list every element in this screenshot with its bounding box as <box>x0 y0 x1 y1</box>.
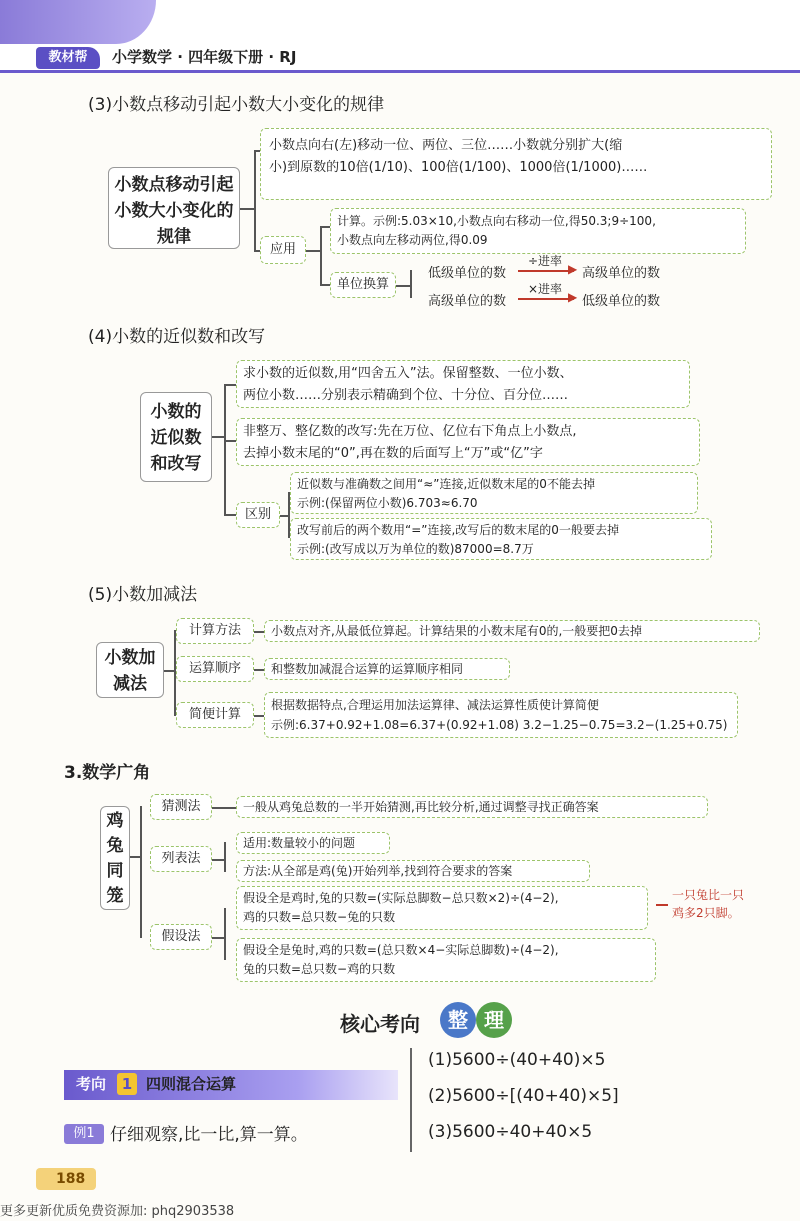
approx-diff-line-1: 近似数与准确数之间用“≈”连接,近似数末尾的0不能去掉 <box>297 477 595 491</box>
core-badge-zheng: 整 <box>440 1002 476 1038</box>
approx-diff-box <box>290 472 698 514</box>
kaoxiang-name: 四则混合运算 <box>146 1075 237 1093</box>
method-text: 小数点对齐,从最低位算起。计算结果的小数末尾有0的,一般要把0去掉 <box>264 620 760 642</box>
rewrite-diff-line-2: 示例:(改写成以万为单位的数)87000=8.7万 <box>297 542 534 556</box>
mindmap-root-chicken-rabbit: 鸡兔同笼 <box>100 806 130 910</box>
table-use-text: 适用:数量较小的问题 <box>236 832 390 854</box>
question-1: (1)5600÷(40+40)×5 <box>428 1050 606 1070</box>
header-decoration <box>0 0 156 44</box>
guess-node: 猜测法 <box>150 794 212 820</box>
book-title: 小学数学 · 四年级下册 · RJ <box>112 48 297 66</box>
kaoxiang-label: 考向 <box>76 1075 107 1093</box>
note-line-2: 鸡多2只脚。 <box>672 906 740 920</box>
order-node: 运算顺序 <box>176 656 254 682</box>
low-unit-1: 低级单位的数 <box>428 266 507 281</box>
simplify-node: 简便计算 <box>176 702 254 728</box>
section-title-3: (3)小数点移动引起小数大小变化的规律 <box>88 95 385 115</box>
rewrite-box <box>236 418 700 466</box>
order-text: 和整数加减混合运算的运算顺序相同 <box>264 658 510 680</box>
approx-line-2: 两位小数……分别表示精确到个位、十分位、百分位…… <box>243 388 569 403</box>
mindmap-root-approx: 小数的近似数和改写 <box>140 392 212 482</box>
assume-rabbit-line-2: 兔的只数=总只数−鸡的只数 <box>243 962 396 976</box>
footer-text: 更多更新优质免费资源加: phq2903538 <box>0 1204 235 1219</box>
example-text: 仔细观察,比一比,算一算。 <box>110 1125 308 1145</box>
section-title-5: (5)小数加减法 <box>88 585 198 605</box>
simplify-line-1: 根据数据特点,合理运用加法运算律、减法运算性质使计算简便 <box>271 698 599 712</box>
assume-node: 假设法 <box>150 924 212 950</box>
assume-chicken-line-2: 鸡的只数=总只数−兔的只数 <box>243 910 396 924</box>
brand-badge: 教材帮 <box>36 47 100 69</box>
arrow-up <box>518 270 574 272</box>
assume-chicken-box <box>236 886 648 930</box>
method-node: 计算方法 <box>176 618 254 644</box>
rewrite-line-1: 非整万、整亿数的改写:先在万位、亿位右下角点上小数点, <box>243 424 577 439</box>
unit-conversion-node: 单位换算 <box>330 272 396 298</box>
approx-line-1: 求小数的近似数,用“四舍五入”法。保留整数、一位小数、 <box>243 366 573 381</box>
page-number: 188 <box>36 1168 96 1190</box>
rewrite-diff-box <box>290 518 712 560</box>
high-unit-1: 高级单位的数 <box>582 266 661 281</box>
arrow-head-icon: ▶ <box>568 290 578 304</box>
assume-rabbit-line-1: 假设全是兔时,鸡的只数=(总只数×4−实际总脚数)÷(4−2), <box>243 943 559 957</box>
rule-line-2: 小)到原数的10倍(1/10)、100倍(1/100)、1000倍(1/1000)…… <box>269 160 648 175</box>
low-unit-2: 低级单位的数 <box>582 294 661 309</box>
mindmap-root-decimal-shift: 小数点移动引起小数大小变化的规律 <box>108 167 240 249</box>
div-rate-label: ÷进率 <box>528 254 563 268</box>
column-divider <box>410 1048 412 1152</box>
mindmap-root-add-sub: 小数加减法 <box>96 642 164 698</box>
kaoxiang-number: 1 <box>117 1073 137 1095</box>
rewrite-diff-line-1: 改写前后的两个数用“=”连接,改写后的数末尾的0一般要去掉 <box>297 523 619 537</box>
arrow-head-icon: ▶ <box>568 262 578 276</box>
annotation-note <box>672 886 744 922</box>
rule-box <box>260 128 772 200</box>
guess-text: 一般从鸡兔总数的一半开始猜测,再比较分析,通过调整寻找正确答案 <box>236 796 708 818</box>
high-unit-2: 高级单位的数 <box>428 294 507 309</box>
assume-rabbit-box <box>236 938 656 982</box>
calc-line-1: 计算。示例:5.03×10,小数点向右移动一位,得50.3;9÷100, <box>337 214 656 228</box>
question-3: (3)5600÷40+40×5 <box>428 1122 593 1142</box>
core-title: 核心考向 <box>340 1012 420 1036</box>
calc-box <box>330 208 746 254</box>
example-tag: 例1 <box>64 1124 104 1144</box>
approx-box <box>236 360 690 408</box>
assume-chicken-line-1: 假设全是鸡时,兔的只数=(实际总脚数−总只数×2)÷(4−2), <box>243 891 559 905</box>
simplify-box <box>264 692 738 738</box>
section-title-4: (4)小数的近似数和改写 <box>88 327 266 347</box>
header-divider <box>0 70 800 73</box>
arrow-down <box>518 298 574 300</box>
rewrite-line-2: 去掉小数末尾的“0”,再在数的后面写上“万”或“亿”字 <box>243 446 543 461</box>
question-2: (2)5600÷[(40+40)×5] <box>428 1086 619 1106</box>
approx-diff-line-2: 示例:(保留两位小数)6.703≈6.70 <box>297 496 478 510</box>
calc-line-2: 小数点向左移动两位,得0.09 <box>337 233 488 247</box>
difference-node: 区别 <box>236 502 280 528</box>
core-badge-li: 理 <box>476 1002 512 1038</box>
note-arrow <box>656 904 668 906</box>
note-line-1: 一只兔比一只 <box>672 888 745 902</box>
rule-line-1: 小数点向右(左)移动一位、两位、三位……小数就分别扩大(缩 <box>269 138 623 153</box>
apply-node: 应用 <box>260 236 306 264</box>
table-node: 列表法 <box>150 846 212 872</box>
table-method-text: 方法:从全部是鸡(兔)开始列举,找到符合要求的答案 <box>236 860 590 882</box>
mul-rate-label: ×进率 <box>528 282 563 296</box>
simplify-line-2: 示例:6.37+0.92+1.08=6.37+(0.92+1.08) 3.2−1.25−0.75=3.2−(1.25+0.75) <box>271 718 728 732</box>
section-title-math-corner: 3.数学广角 <box>64 763 151 783</box>
